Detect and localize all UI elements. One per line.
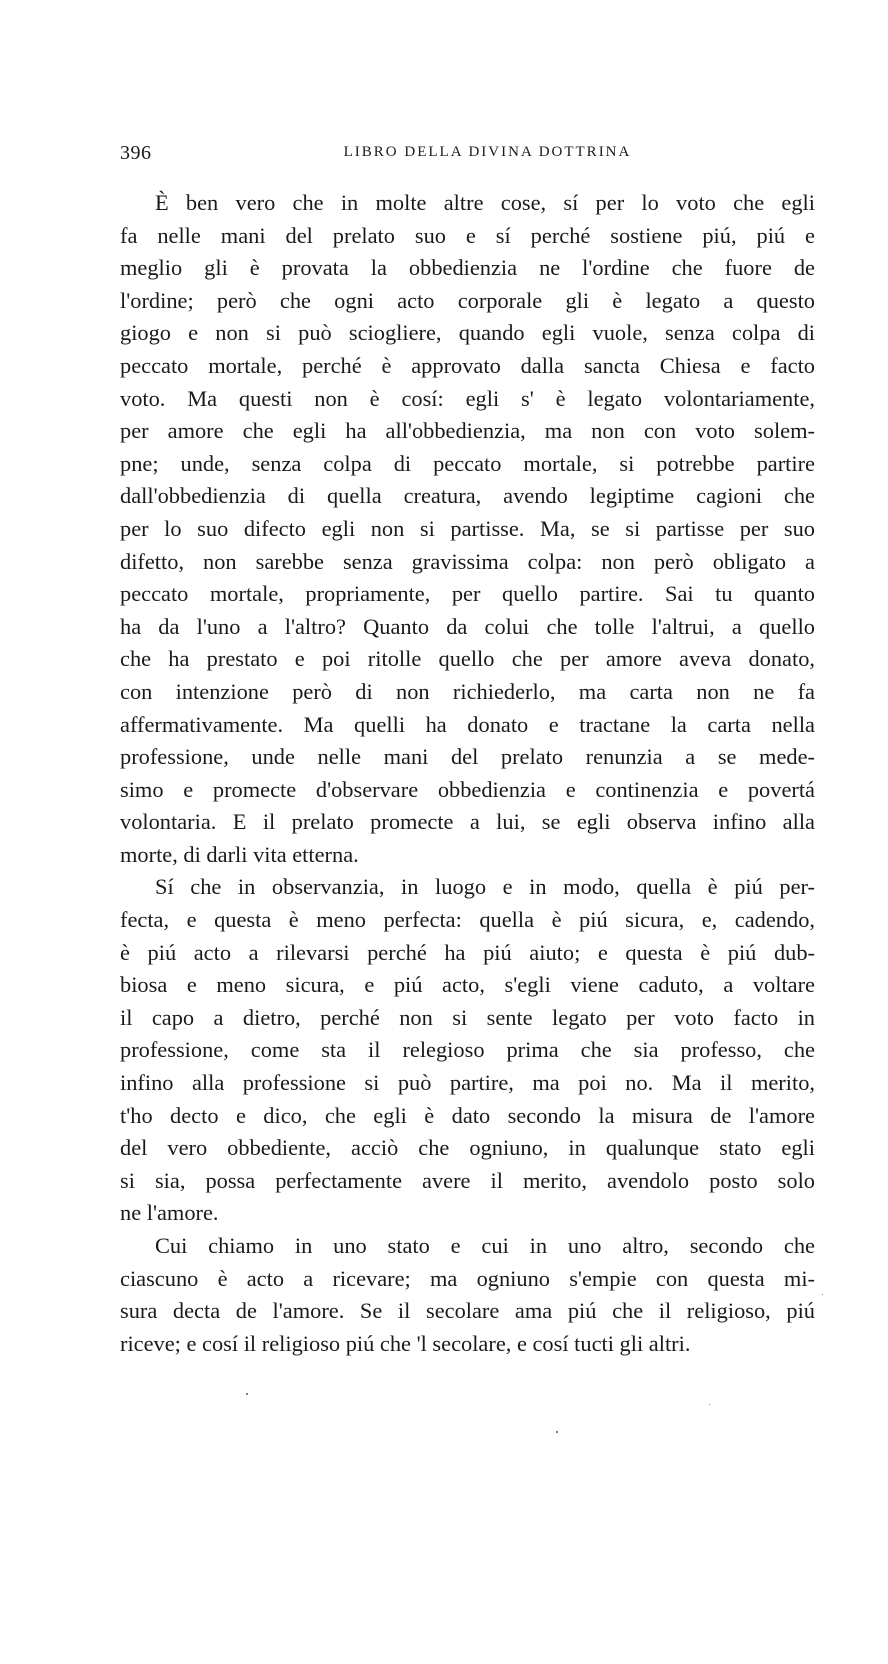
text-line: per amore che egli ha all'obbedienzia, ma non con voto solem- — [120, 418, 815, 444]
paragraph — [120, 1230, 815, 1360]
text-line: il capo a dietro, perché non si sente legato per voto facto in — [120, 1004, 815, 1030]
text-line: Cui chiamo in uno stato e cui in uno altro, secondo che — [155, 1233, 815, 1258]
text-line: per lo suo difecto egli non si partisse. Ma, se si partisse per suo — [120, 515, 815, 541]
text-line: si sia, possa perfectamente avere il merito, avendolo posto solo — [120, 1167, 815, 1193]
running-title: LIBRO DELLA DIVINA DOTTRINA — [343, 144, 632, 160]
text-line: Sí che in observanzia, in luogo e in modo, quella è piú per- — [155, 874, 815, 900]
text-line: peccato mortale, perché è approvato dalla sancta Chiesa e facto — [120, 352, 815, 378]
text-line: ciascuno è acto a ricevare; ma ogniuno s'empie con questa mi- — [120, 1265, 815, 1291]
text-line: è piú acto a rilevarsi perché ha piú aiuto; e questa è piú dub- — [120, 939, 815, 965]
text-line: giogo e non si può sciogliere, quando egli vuole, senza colpa di — [120, 320, 815, 346]
scan-speck — [246, 1393, 248, 1395]
text-line: l'ordine; però che ogni acto corporale gli è legato a questo — [120, 287, 815, 313]
text-line: sura decta de l'amore. Se il secolare ama piú che il religioso, piú — [120, 1298, 815, 1324]
text-line: professione, unde nelle mani del prelato renunzia a se mede- — [120, 744, 815, 770]
text-line: del vero obbediente, acciò che ogniuno, in qualunque stato egli — [120, 1135, 815, 1161]
text-line: riceve; e cosí il religioso piú che 'l secolare, e cosí tucti gli altri. — [120, 1330, 691, 1356]
text-line: peccato mortale, propriamente, per quello partire. Sai tu quanto — [120, 581, 815, 607]
text-line: È ben vero che in molte altre cose, sí per lo voto che egli — [155, 190, 815, 215]
text-line: affermativamente. Ma quelli ha donato e tractane la carta nella — [120, 711, 815, 737]
scan-speck — [822, 1294, 823, 1295]
text-line: ha da l'uno a l'altro? Quanto da colui che tolle l'altrui, a quello — [120, 613, 815, 639]
text-line: pne; unde, senza colpa di peccato mortale, si potrebbe partire — [120, 450, 815, 476]
text-line: che ha prestato e poi ritolle quello che per amore aveva donato, — [120, 646, 815, 672]
text-line: simo e promecte d'observare obbedienzia e continenzia e povertá — [120, 776, 815, 802]
text-line: professione, come sta il relegioso prima che sia professo, che — [120, 1037, 815, 1063]
text-line: meglio gli è provata la obbedienzia ne l'ordine che fuore de — [120, 255, 815, 281]
running-head — [120, 142, 815, 166]
text-line: t'ho decto e dico, che egli è dato secondo la misura de l'amore — [120, 1102, 815, 1128]
text-line: volontaria. E il prelato promecte a lui, se egli observa infino alla — [120, 809, 815, 835]
text-line: dall'obbedienzia di quella creatura, avendo legiptime cagioni che — [120, 483, 815, 509]
text-line: morte, di darli vita etterna. — [120, 841, 359, 867]
text-line: fecta, e questa è meno perfecta: quella è piú sicura, e, cadendo, — [120, 907, 815, 933]
text-line: biosa e meno sicura, e piú acto, s'egli viene caduto, a voltare — [120, 972, 815, 998]
text-line: infino alla professione si può partire, ma poi no. Ma il merito, — [120, 1070, 815, 1096]
text-line: con intenzione però di non richiederlo, ma carta non ne fa — [120, 678, 815, 704]
paragraph — [120, 871, 815, 1230]
text-line: ne l'amore. — [120, 1200, 219, 1226]
text-line: difetto, non sarebbe senza gravissima colpa: non però obligato a — [120, 548, 815, 574]
scan-speck — [709, 1404, 710, 1405]
body-text — [120, 187, 815, 1360]
paragraph — [120, 187, 815, 871]
text-line: fa nelle mani del prelato suo e sí perché sostiene piú, piú e — [120, 222, 815, 248]
scan-speck — [556, 1431, 558, 1433]
page-number: 396 — [120, 142, 152, 164]
text-line: voto. Ma questi non è cosí: egli s' è legato volontariamente, — [120, 385, 815, 411]
